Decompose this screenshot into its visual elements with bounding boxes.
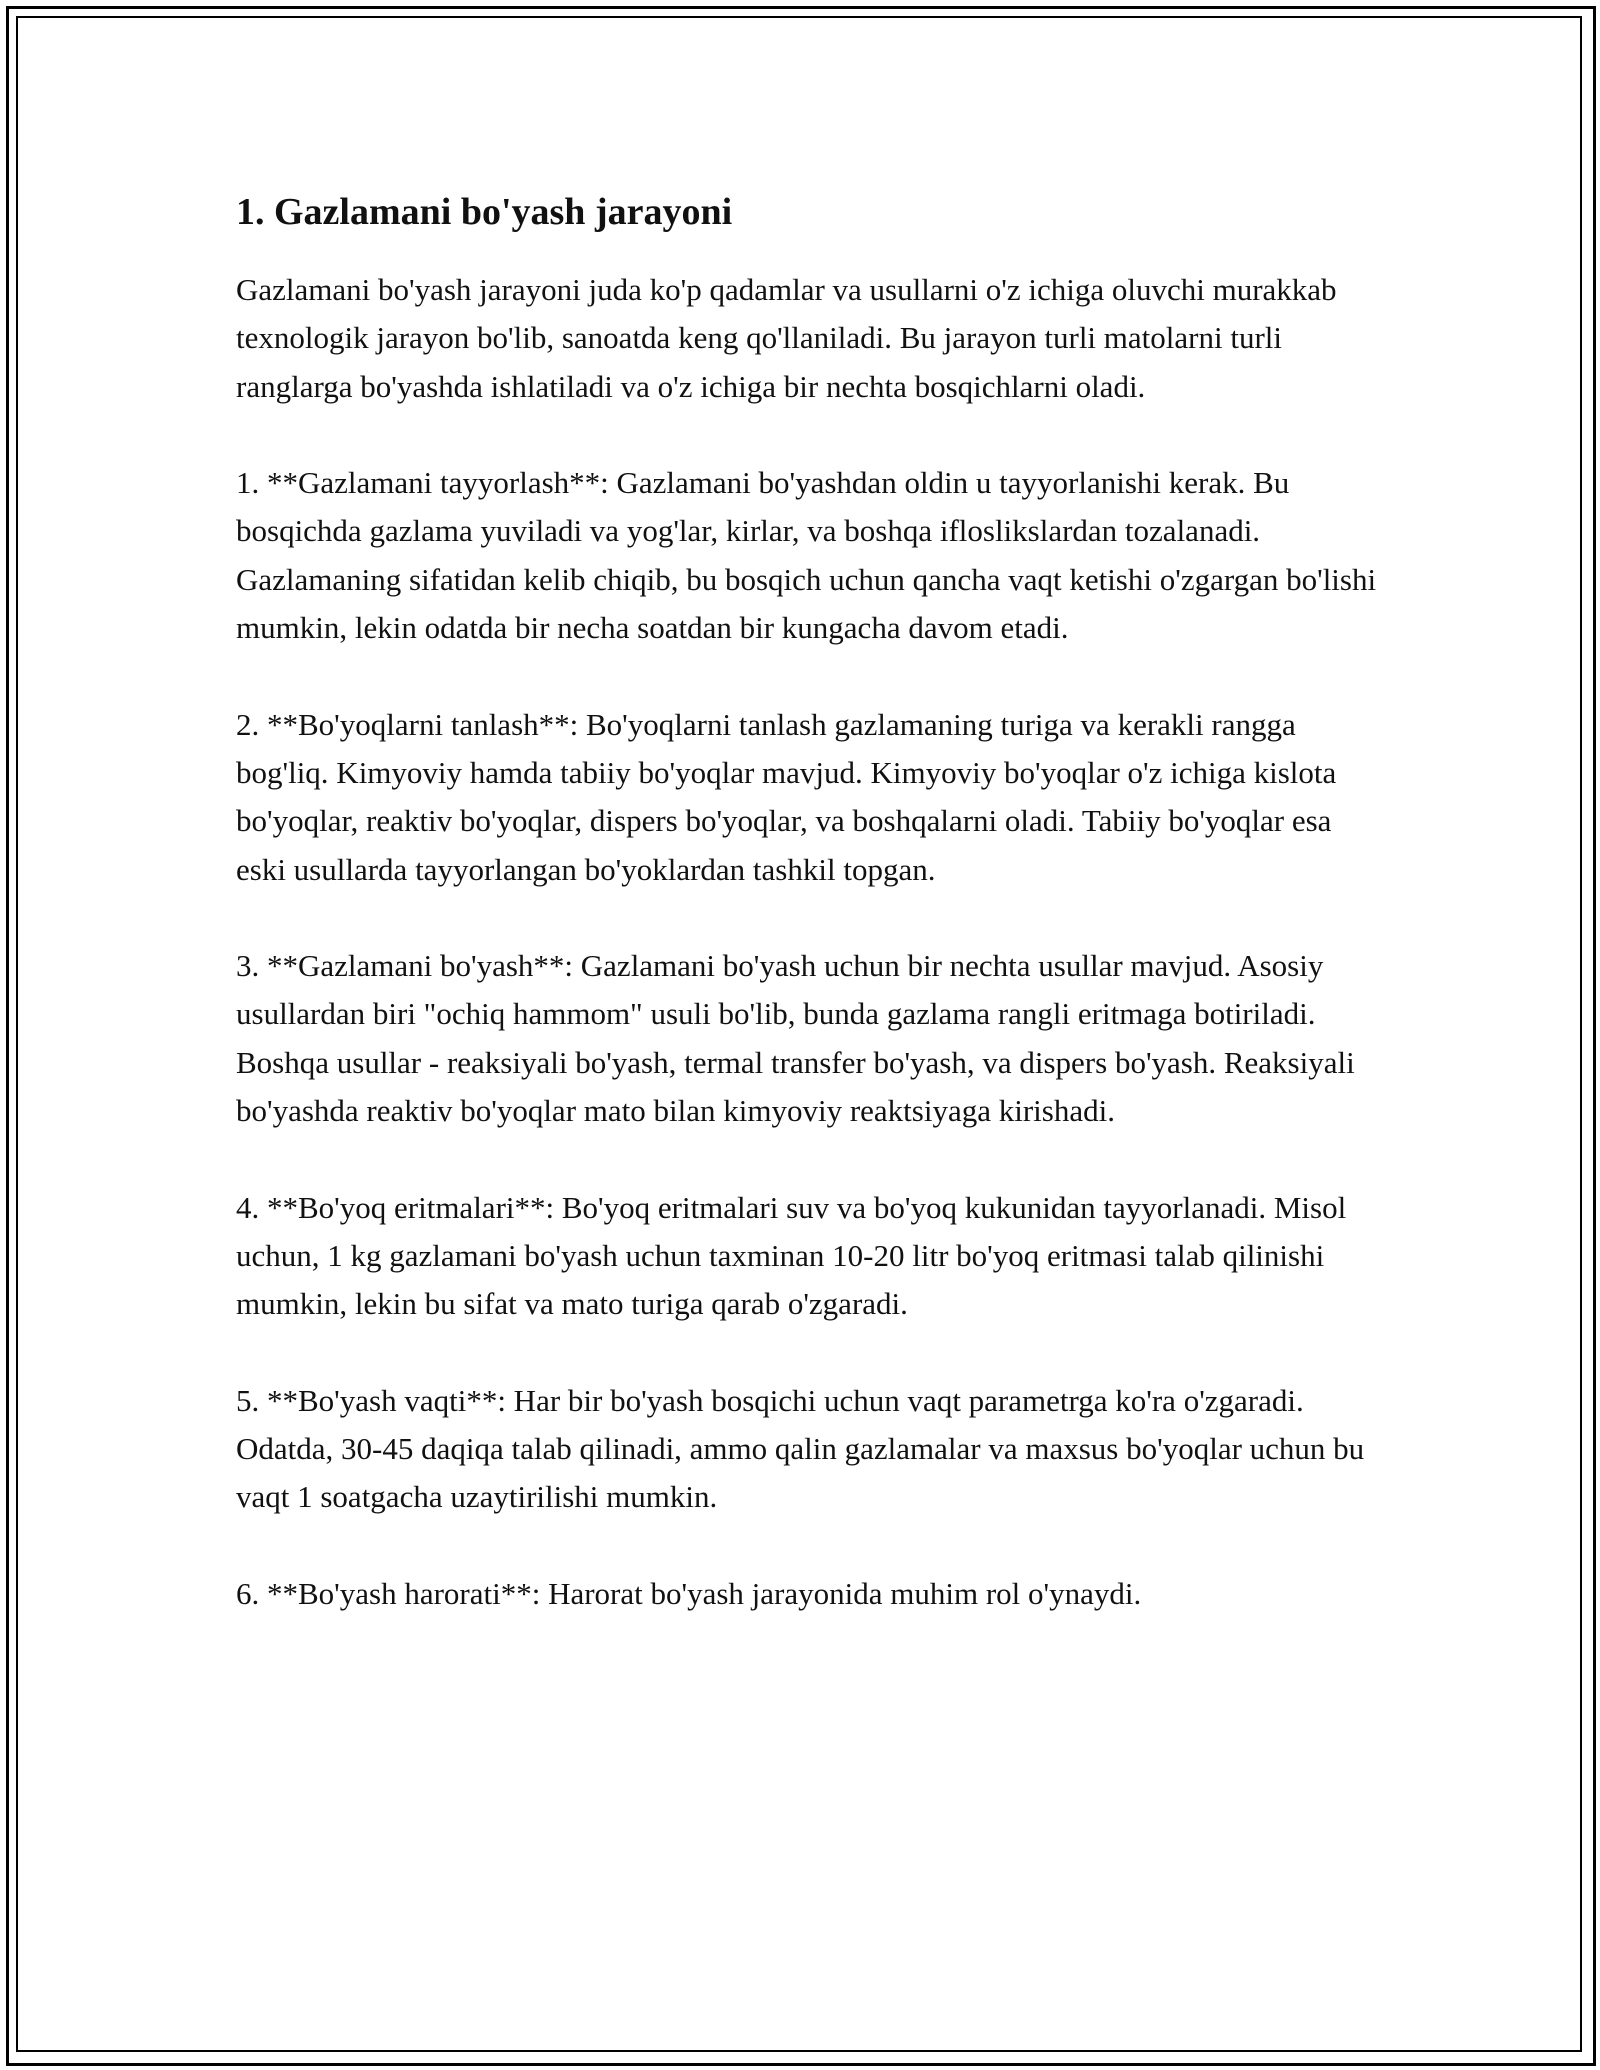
document-body [236,188,1386,1667]
step-1-paragraph: 1. **Gazlamani tayyorlash**: Gazlamani bo'yashdan oldin u tayyorlanishi kerak. Bu bosqichda gazlama yuviladi va yog'lar, kirlar, va boshqa ifloslikslardan tozalanadi. Gazlamaning sifatidan kelib chiqib, bu bosqich uchun qancha vaqt ketishi o'zgargan bo'lishi mumkin, lekin odatda bir necha soatdan bir kungacha davom etadi. [236,465,1377,646]
step-3-paragraph: 3. **Gazlamani bo'yash**: Gazlamani bo'yash uchun bir nechta usullar mavjud. Asosiy usullardan biri "ochiq hammom" usuli bo'lib, bunda gazlama rangli eritmaga botiriladi. Boshqa usullar - reaksiyali bo'yash, termal transfer bo'yash, va dispers bo'yash. Reaksiyali bo'yashda reaktiv bo'yoqlar mato bilan kimyoviy reaktsiyaga kirishadi. [236,948,1355,1129]
step-6-paragraph: 6. **Bo'yash harorati**: Harorat bo'yash jarayonida muhim rol o'ynaydi. [236,1576,1142,1612]
step-2-paragraph: 2. **Bo'yoqlarni tanlash**: Bo'yoqlarni tanlash gazlamaning turiga va kerakli rangga bog'liq. Kimyoviy hamda tabiiy bo'yoqlar mavjud. Kimyoviy bo'yoqlar o'z ichiga kislota bo'yoqlar, reaktiv bo'yoqlar, dispers bo'yoqlar, va boshqalarni oladi. Tabiiy bo'yoqlar esa eski usullarda tayyorlangan bo'yoklardan tashkil topgan. [236,706,1337,887]
step-5-paragraph: 5. **Bo'yash vaqti**: Har bir bo'yash bosqichi uchun vaqt parametrga ko'ra o'zgaradi. Odatda, 30-45 daqiqa talab qilinadi, ammo qalin gazlamalar va maxsus bo'yoqlar uchun bu vaqt 1 soatgacha uzaytirilishi mumkin. [236,1382,1365,1515]
document-title: 1. Gazlamani bo'yash jarayoni [236,191,733,233]
intro-paragraph: Gazlamani bo'yash jarayoni juda ko'p qadamlar va usullarni o'z ichiga oluvchi murakkab texnologik jarayon bo'lib, sanoatda keng qo'llaniladi. Bu jarayon turli matolarni turli ranglarga bo'yashda ishlatiladi va o'z ichiga bir nechta bosqichlarni oladi. [236,272,1337,404]
step-4-paragraph: 4. **Bo'yoq eritmalari**: Bo'yoq eritmalari suv va bo'yoq kukunidan tayyorlanadi. Misol uchun, 1 kg gazlamani bo'yash uchun taxminan 10-20 litr bo'yoq eritmasi talab qilinishi mumkin, lekin bu sifat va mato turiga qarab o'zgaradi. [236,1189,1347,1322]
